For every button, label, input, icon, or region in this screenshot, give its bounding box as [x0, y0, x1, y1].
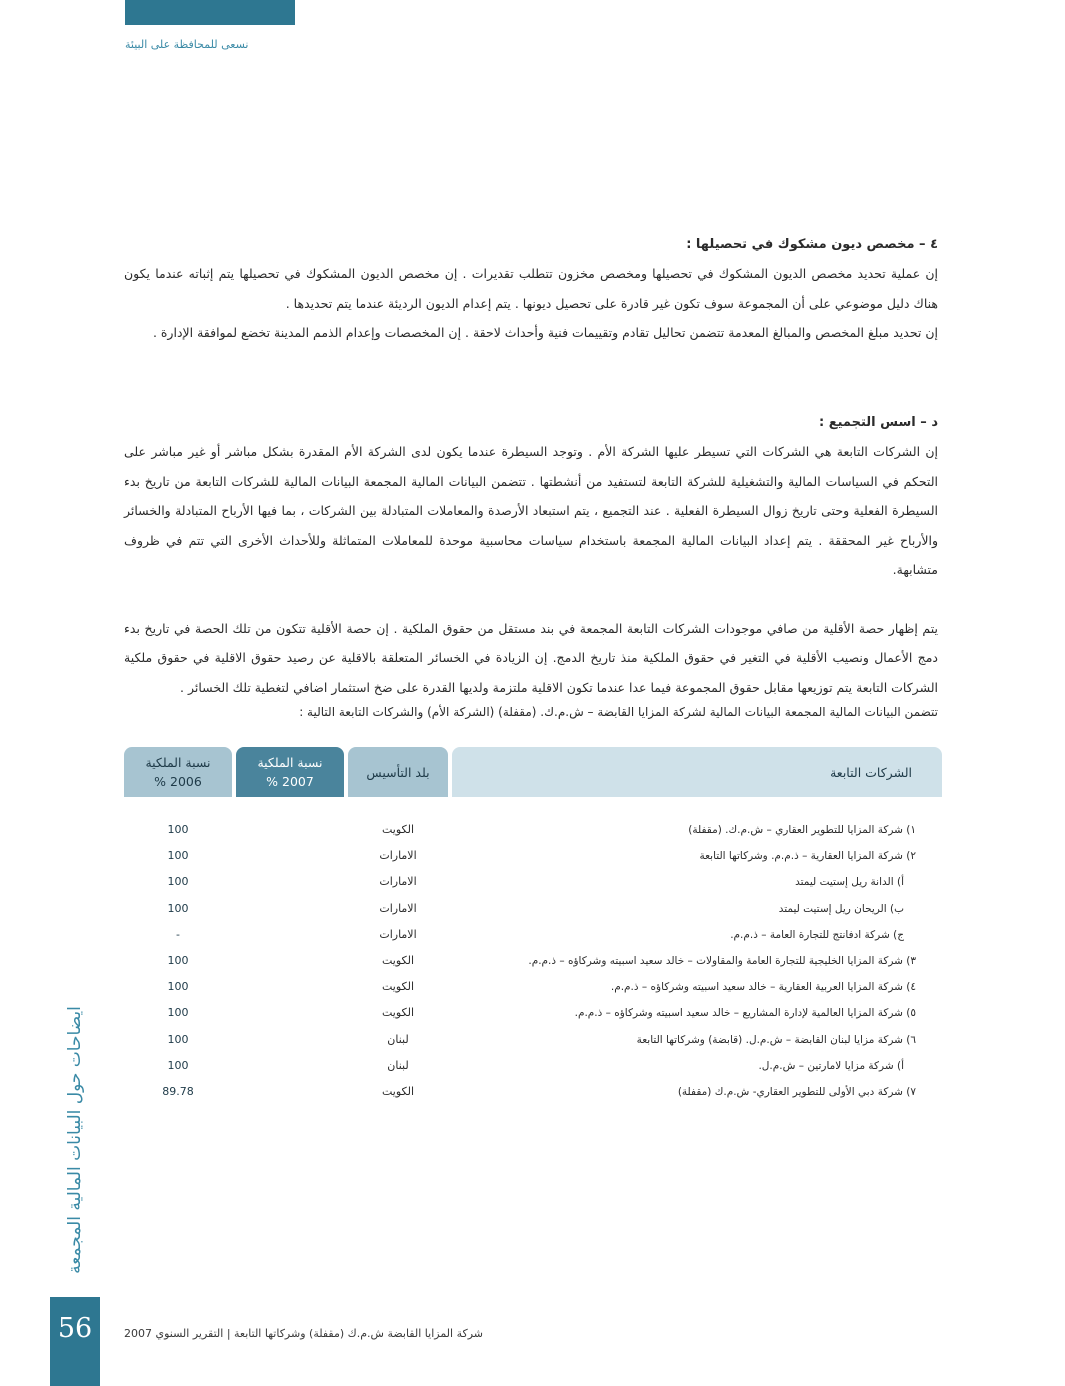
- ownership-2007-cell: 100: [278, 823, 302, 836]
- company-cell: ١) شركة المزايا للتطوير العقاري – ش.م.ك. (مقفلة): [688, 824, 916, 836]
- country-cell: الكويت: [381, 1006, 415, 1020]
- section-heading: د – اسس التجميع :: [818, 415, 938, 430]
- section-consolidation-basis: [124, 408, 938, 702]
- ownership-2006-cell: 100: [167, 849, 189, 863]
- page-number: 56: [50, 1297, 100, 1386]
- ownership-2006-cell: 89.78: [162, 1085, 194, 1098]
- country-cell: الكويت: [381, 980, 415, 994]
- company-cell: أ) الدانة ريل إستيت ليمتد: [795, 876, 904, 889]
- ownership-2007-cell: 100: [278, 875, 302, 889]
- ownership-2006-cell: 100: [167, 1006, 189, 1020]
- ownership-2006-cell: 100: [167, 954, 189, 967]
- country-cell: الامارات: [379, 901, 417, 915]
- country-cell: الامارات: [379, 875, 417, 889]
- country-cell: لبنان: [387, 1058, 409, 1072]
- header-color-bar: [125, 0, 295, 25]
- paragraph: إن تحديد مبلغ المخصص والمبالغ المعدمة تتضمن تحاليل تقادم وتقييمات فنية وأحداث لاحقة . إن المخصصات وإعدام الذمم المدينة تخضع لموافقة الإدارة .: [152, 325, 938, 340]
- ownership-2006-cell: 100: [167, 823, 189, 836]
- ownership-2006-cell: 100: [167, 1058, 189, 1072]
- company-cell: ٤) شركة المزايا العربية العقارية – خالد سعيد اسبيته وشركاؤه – ذ.م.م.: [610, 981, 916, 994]
- paragraph: يتم إظهار حصة الأقلية من صافي موجودات الشركات التابعة المجمعة في بند مستقل من حقوق الملكية . إن حصة الأقلية تتكون من تلك الحصة في تاريخ بدء دمج الأعمال ونصيب الأقلية في التغير في حقوق الملكية منذ تاريخ الدمج. إن الزيادة في الخسائر المتعلقة بالاقلية عن رصيد حقوق الاقلية في حقوق ملكية الشركات التابعة يتم توزيعها مقابل حقوق المجموعة فيما عدا عندما تكون الاقلية ملتزمة ولديها القدرة على ضخ استثمار اضافي لتغطية تلك الخسائر .: [124, 620, 938, 695]
- country-cell: الكويت: [381, 1085, 415, 1098]
- ownership-2006-cell: 100: [167, 980, 189, 994]
- header-label: نسبة الملكية: [257, 755, 323, 770]
- paragraph: إن عملية تحديد مخصص الديون المشكوك في تحصيلها ومخصص مخزون تتطلب تقديرات . إن مخصص الديون المشكوك في تحصيلها يتم إثباته عندما يكون هناك دليل موضوعي على أن المجموعة سوف تكون غير قادرة على تحصيل ديونها . يتم إعدام الديون الرديئة عندما يتم تحديدها .: [124, 266, 938, 311]
- column-header: [236, 747, 344, 797]
- ownership-2007-cell: 100: [278, 1006, 302, 1020]
- column-header: [124, 747, 232, 797]
- section-heading: ٤ – مخصص ديون مشكوك في تحصيلها :: [686, 237, 938, 252]
- section-doubtful-debts: [124, 230, 938, 348]
- company-cell: ب) الريحان ريل إستيت ليمتد: [778, 902, 904, 915]
- ownership-2007-cell: 100: [278, 901, 302, 915]
- column-header: [452, 747, 942, 797]
- company-cell: ٢) شركة المزايا العقارية – ذ.م.م. وشركاتها التابعة: [699, 850, 916, 863]
- header-label: نسبة الملكية: [145, 755, 211, 770]
- header-sublabel: % 2006: [154, 774, 202, 789]
- header-label: الشركات التابعة: [830, 764, 912, 780]
- sidebar-vertical-title: ايضاحات حول البيانات المالية المجمعة: [65, 1006, 85, 1274]
- ownership-2006-cell: 100: [167, 1032, 189, 1046]
- company-cell: أ) شركة مزايا لامارتين – ش.م.ل.: [758, 1059, 904, 1072]
- paragraph: إن الشركات التابعة هي الشركات التي تسيطر عليها الشركة الأم . وتوجد السيطرة عندما يكون لدى الشركة الأم المقدرة بشكل مباشر أو غير مباشر على التحكم في السياسات المالية والتشغيلية للشركة التابعة لتستفيد من أنشطتها . تتضمن البيانات المالية المجمعة البيانات المالية للشركات التابعة من تاريخ بدء السيطرة الفعلية وحتى تاريخ زوال السيطرة الفعلية . عند التجميع ، يتم استبعاد الأرصدة والمعاملات المتبادلة بين الشركات ، بما فيها الأرباح المتبادلة والخسائر والأرباح غير المحققة . يتم إعداد البيانات المالية المجمعة باستخدام سياسات محاسبية موحدة للمعاملات المتماثلة وللأحداث الأخرى التي تتم في ظروف متشابهة.: [124, 444, 938, 577]
- company-cell: ج) شركة ادفانتج للتجارة العامة – ذ.م.م.: [730, 928, 904, 941]
- company-cell: ٧) شركة دبي الأولى للتطوير العقاري- ش.م.ك (مقفلة): [677, 1086, 916, 1098]
- header-tagline: نسعى للمحافظة على البيئة: [125, 38, 249, 51]
- country-cell: الكويت: [381, 823, 415, 836]
- country-cell: الامارات: [379, 849, 417, 863]
- ownership-2007-cell: 100: [278, 1032, 302, 1046]
- ownership-2007-cell: 100: [278, 1058, 302, 1072]
- ownership-2006-cell: -: [176, 927, 180, 941]
- ownership-2007-cell: 100: [278, 927, 302, 941]
- column-header: [348, 747, 448, 797]
- company-cell: ٣) شركة المزايا الخليجية للتجارة العامة والمقاولات – خالد سعيد اسبيته وشركاؤه – ذ.م.م.: [528, 955, 916, 967]
- subsidiaries-table: [124, 747, 942, 1116]
- footer-text: شركة المزايا القابضة ش.م.ك (مقفلة) وشركاتها التابعة | التقرير السنوي 2007: [124, 1327, 483, 1340]
- company-cell: ٥) شركة المزايا العالمية لإدارة المشاريع – خالد سعيد اسبيته وشركاؤه – ذ.م.م.: [574, 1007, 916, 1020]
- ownership-2007-cell: 81.78: [272, 1085, 308, 1098]
- ownership-2007-cell: 100: [278, 849, 302, 863]
- company-cell: ٦) شركة مزايا لبنان القابضة – ش.م.ل. (قابضة) وشركاتها التابعة: [636, 1033, 916, 1046]
- header-label: بلد التأسيس: [366, 764, 430, 780]
- sidebar: [50, 0, 100, 1297]
- ownership-2006-cell: 100: [167, 901, 189, 915]
- table-intro: تتضمن البيانات المالية المجمعة البيانات المالية لشركة المزايا القابضة – ش.م.ك. (مقفلة) (الشركة الأم) والشركات التابعة التالية :: [299, 705, 938, 719]
- country-cell: الامارات: [379, 927, 417, 941]
- country-cell: لبنان: [387, 1032, 409, 1046]
- ownership-2006-cell: 100: [167, 875, 189, 889]
- country-cell: الكويت: [381, 954, 415, 967]
- header-sublabel: % 2007: [266, 774, 314, 789]
- ownership-2007-cell: 100: [278, 954, 302, 967]
- ownership-2007-cell: 100: [278, 980, 302, 994]
